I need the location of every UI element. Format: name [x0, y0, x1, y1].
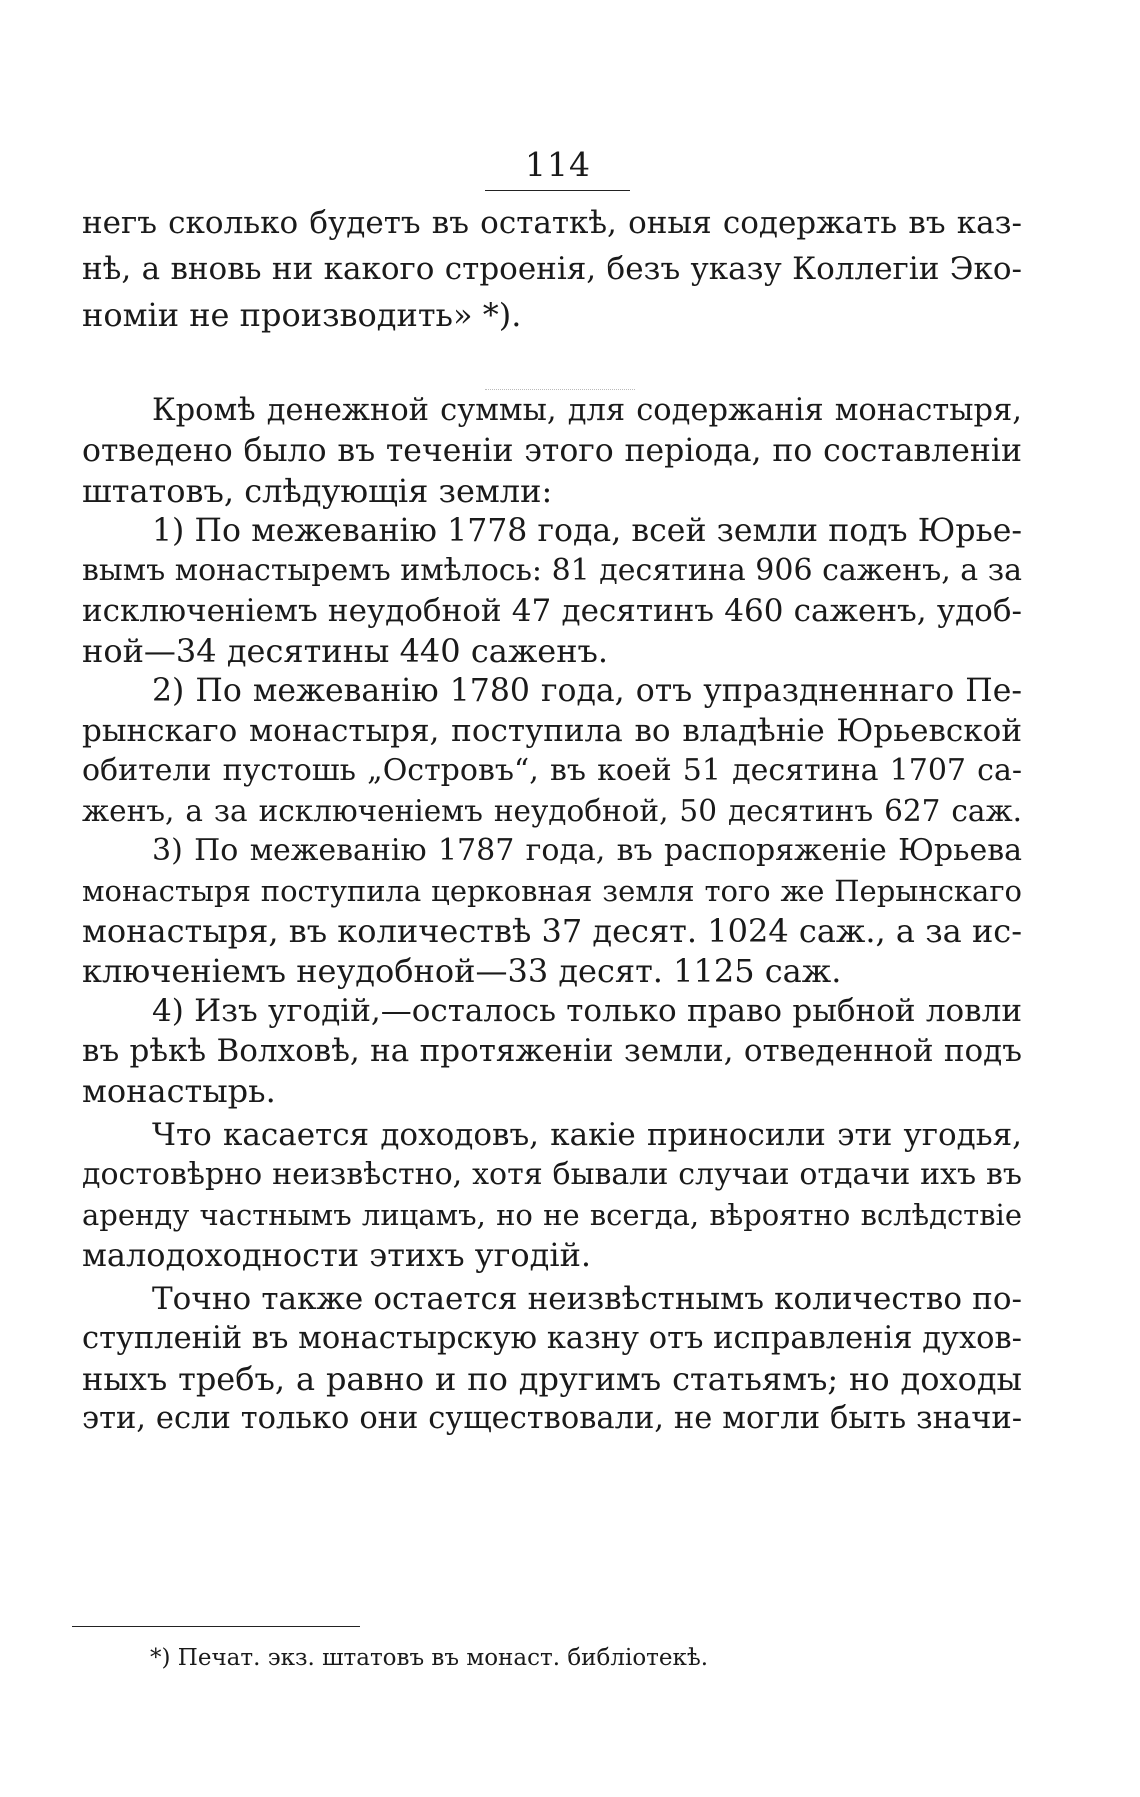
text-line: отведено было въ теченіи этого періода, по составленіи — [82, 433, 1022, 469]
text-line: въ рѣкѣ Волховѣ, на протяженіи земли, отведенной подъ — [82, 1033, 1022, 1069]
text-line: Кромѣ денежной суммы, для содержанія монастыря, — [152, 393, 1022, 428]
page-number-rule — [485, 190, 630, 191]
text-line: малодоходности этихъ угодій. — [82, 1236, 592, 1274]
text-line: монастыря, въ количествѣ 37 десят. 1024 саж., а за ис- — [82, 912, 1022, 950]
text-line: эти, если только они существовали, не могли быть значи- — [82, 1401, 1022, 1436]
footnote: *) Печат. экз. штатовъ въ монаст. библіотекѣ. — [150, 1645, 709, 1671]
text-line: номіи не производить» *). — [82, 296, 522, 334]
text-line: 1) По межеванію 1778 года, всей земли подъ Юрье- — [152, 513, 1022, 549]
text-line: 3) По межеванію 1787 года, въ распоряженіе Юрьева — [152, 833, 1022, 868]
text-line: ключеніемъ неудобной—33 десят. 1125 саж. — [82, 952, 842, 990]
text-line: женъ, а за исключеніемъ неудобной, 50 десятинъ 627 саж. — [82, 794, 1022, 828]
text-line: аренду частнымъ лицамъ, но не всегда, вѣроятно вслѣдствіе — [82, 1198, 1022, 1232]
page-number: 114 — [525, 145, 591, 184]
text-line: ныхъ требъ, а равно и по другимъ статьямъ; но доходы — [82, 1360, 1022, 1398]
text-line: 2) По межеванію 1780 года, отъ упраздненнаго Пе- — [152, 673, 1022, 709]
text-line: нѣ, а вновь ни какого строенія, безъ указу Коллегіи Эко- — [82, 251, 1022, 287]
text-line: рынскаго монастыря, поступила во владѣніе Юрьевской — [82, 713, 1022, 749]
text-line: ной—34 десятины 440 саженъ. — [82, 632, 609, 670]
text-line: обители пустошь „Островъ“, въ коей 51 десятина 1707 са- — [82, 753, 1022, 788]
text-line: достовѣрно неизвѣстно, хотя бывали случаи отдачи ихъ въ — [82, 1157, 1022, 1192]
text-line: монастыря поступила церковная земля того же Перынскаго — [82, 874, 1022, 908]
text-line: 4) Изъ угодій,—осталось только право рыбной ловли — [152, 993, 1022, 1029]
text-line: Что касается доходовъ, какіе приносили эти угодья, — [152, 1117, 1022, 1153]
text-line: Точно также остается неизвѣстнымъ количество по- — [152, 1281, 1022, 1317]
text-line: вымъ монастыремъ имѣлось: 81 десятина 906 саженъ, а за — [82, 553, 1022, 588]
text-line: штатовъ, слѣдующія земли: — [82, 472, 553, 510]
text-line: негъ сколько будетъ въ остаткѣ, оныя содержать въ каз- — [82, 205, 1022, 241]
text-line: исключеніемъ неудобной 47 десятинъ 460 саженъ, удоб- — [82, 593, 1022, 629]
text-line: ступленій въ монастырскую казну отъ исправленія духов- — [82, 1321, 1022, 1356]
footnote-rule — [72, 1626, 360, 1627]
text-line: монастырь. — [82, 1072, 276, 1110]
